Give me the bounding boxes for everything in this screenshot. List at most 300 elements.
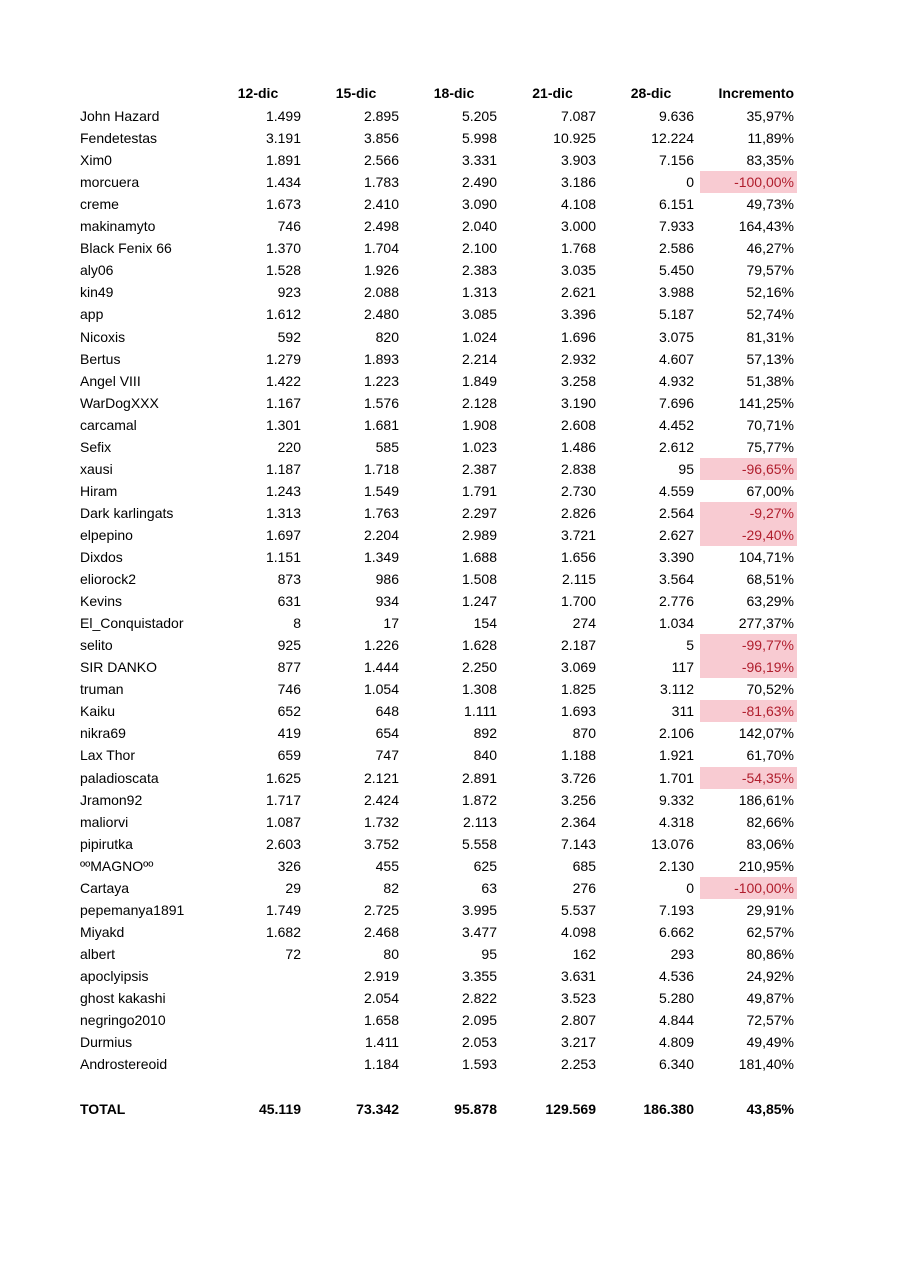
value-12-dic: 1.434 bbox=[265, 174, 301, 191]
value-21-dic: 3.190 bbox=[560, 394, 596, 411]
value-12-dic: 746 bbox=[277, 681, 301, 698]
value-21-dic: 3.186 bbox=[560, 174, 596, 191]
value-21-dic: 685 bbox=[572, 857, 596, 874]
player-name: apoclyipsis bbox=[80, 967, 149, 984]
player-name: albert bbox=[80, 945, 116, 962]
table-row bbox=[0, 414, 906, 436]
table-row bbox=[0, 678, 906, 700]
player-name: truman bbox=[80, 681, 124, 698]
value-15-dic: 986 bbox=[375, 571, 399, 588]
value-18-dic: 1.593 bbox=[461, 1056, 497, 1073]
table-row bbox=[0, 943, 906, 965]
increment-value: -100,00% bbox=[700, 171, 797, 193]
value-12-dic: 1.167 bbox=[265, 394, 301, 411]
value-18-dic: 1.247 bbox=[461, 593, 497, 610]
value-28-dic: 0 bbox=[686, 174, 694, 191]
value-28-dic: 117 bbox=[671, 659, 694, 676]
increment-value: 277,37% bbox=[738, 615, 794, 632]
player-name: makinamyto bbox=[80, 218, 156, 235]
column-header-21-dic: 21-dic bbox=[532, 85, 573, 101]
value-15-dic: 1.444 bbox=[363, 659, 399, 676]
value-21-dic: 2.932 bbox=[560, 350, 596, 367]
value-12-dic: 631 bbox=[277, 593, 301, 610]
table-row bbox=[0, 281, 906, 303]
increment-value: 70,71% bbox=[746, 416, 794, 433]
table-row bbox=[0, 722, 906, 744]
value-18-dic: 2.989 bbox=[461, 526, 497, 543]
table-row bbox=[0, 370, 906, 392]
value-15-dic: 1.893 bbox=[363, 350, 399, 367]
value-21-dic: 1.656 bbox=[560, 549, 596, 565]
value-28-dic: 1.701 bbox=[658, 769, 694, 786]
column-header-18-dic: 18-dic bbox=[433, 85, 475, 101]
value-21-dic: 3.256 bbox=[560, 791, 596, 808]
value-21-dic: 1.696 bbox=[560, 328, 596, 345]
value-18-dic: 2.387 bbox=[461, 460, 497, 477]
value-28-dic: 13.076 bbox=[651, 835, 694, 852]
table-row bbox=[0, 568, 906, 590]
value-21-dic: 276 bbox=[572, 879, 596, 896]
value-18-dic: 1.508 bbox=[461, 571, 497, 588]
value-15-dic: 654 bbox=[375, 725, 399, 742]
value-15-dic: 1.704 bbox=[363, 240, 399, 257]
player-name: Miyakd bbox=[80, 923, 125, 940]
value-18-dic: 1.111 bbox=[464, 703, 497, 720]
increment-value: 142,07% bbox=[738, 725, 794, 742]
table-row bbox=[0, 171, 906, 193]
value-15-dic: 17 bbox=[383, 615, 399, 632]
value-12-dic: 220 bbox=[277, 438, 301, 455]
table-row bbox=[0, 833, 906, 855]
value-18-dic: 3.090 bbox=[461, 196, 497, 213]
value-15-dic: 1.763 bbox=[363, 504, 399, 521]
value-15-dic: 2.121 bbox=[363, 769, 399, 786]
value-21-dic: 2.187 bbox=[560, 637, 596, 654]
value-15-dic: 1.681 bbox=[363, 416, 399, 433]
table-row bbox=[0, 524, 906, 546]
value-18-dic: 95 bbox=[481, 945, 497, 962]
value-21-dic: 1.486 bbox=[560, 438, 596, 455]
player-name: Bertus bbox=[80, 350, 121, 367]
value-18-dic: 1.872 bbox=[461, 791, 497, 808]
table-row bbox=[0, 303, 906, 325]
value-12-dic: 29 bbox=[285, 879, 301, 896]
value-28-dic: 12.224 bbox=[651, 130, 694, 147]
value-15-dic: 2.468 bbox=[363, 923, 399, 940]
player-name: pepemanya1891 bbox=[80, 901, 185, 918]
player-name: Kaiku bbox=[80, 703, 116, 720]
value-21-dic: 3.258 bbox=[560, 372, 596, 389]
value-12-dic: 1.370 bbox=[265, 240, 301, 257]
increment-value: 67,00% bbox=[746, 482, 794, 499]
value-28-dic: 4.932 bbox=[658, 372, 694, 389]
value-21-dic: 2.608 bbox=[560, 416, 596, 433]
value-15-dic: 3.856 bbox=[363, 130, 399, 147]
value-18-dic: 1.628 bbox=[461, 637, 497, 654]
value-28-dic: 2.776 bbox=[658, 593, 694, 610]
table-row bbox=[0, 436, 906, 458]
increment-value: 72,57% bbox=[746, 1012, 794, 1029]
player-name: El_Conquistador bbox=[80, 615, 184, 632]
value-21-dic: 3.035 bbox=[560, 262, 596, 279]
value-18-dic: 1.791 bbox=[461, 482, 497, 499]
value-12-dic: 1.697 bbox=[265, 526, 301, 543]
increment-value: 210,95% bbox=[738, 857, 794, 874]
value-12-dic: 72 bbox=[285, 945, 301, 962]
table-row bbox=[0, 855, 906, 877]
value-28-dic: 9.332 bbox=[658, 791, 694, 808]
increment-value: 52,74% bbox=[746, 306, 794, 323]
value-21-dic: 2.364 bbox=[560, 813, 596, 830]
increment-value: -99,77% bbox=[700, 634, 797, 656]
increment-value: 80,86% bbox=[746, 945, 794, 962]
value-15-dic: 1.411 bbox=[365, 1034, 399, 1051]
value-18-dic: 2.297 bbox=[461, 504, 497, 521]
player-name: Black Fenix 66 bbox=[80, 240, 172, 257]
table-row bbox=[0, 458, 906, 480]
value-28-dic: 1.034 bbox=[658, 615, 694, 632]
value-21-dic: 4.098 bbox=[560, 923, 596, 940]
value-28-dic: 6.151 bbox=[658, 196, 694, 213]
increment-value: -96,19% bbox=[700, 656, 797, 678]
value-15-dic: 2.498 bbox=[363, 218, 399, 235]
player-name: carcamal bbox=[80, 416, 137, 433]
increment-value: 61,70% bbox=[746, 747, 794, 764]
increment-value: 49,87% bbox=[746, 990, 794, 1006]
increment-value: 52,16% bbox=[746, 284, 794, 301]
table-row bbox=[0, 987, 906, 1009]
value-12-dic: 877 bbox=[277, 659, 301, 676]
increment-value: 51,38% bbox=[746, 372, 794, 389]
table-row bbox=[0, 590, 906, 612]
value-12-dic: 1.625 bbox=[265, 769, 301, 786]
table-row bbox=[0, 744, 906, 766]
value-18-dic: 2.214 bbox=[461, 350, 497, 367]
value-12-dic bbox=[215, 1009, 301, 1031]
value-12-dic: 923 bbox=[277, 284, 301, 301]
value-28-dic: 3.988 bbox=[658, 284, 694, 301]
value-28-dic: 2.130 bbox=[658, 857, 694, 874]
table-row bbox=[0, 877, 906, 899]
value-12-dic: 652 bbox=[277, 703, 301, 720]
increment-value: 83,35% bbox=[746, 152, 794, 169]
player-name: Kevins bbox=[80, 593, 123, 610]
player-name: Cartaya bbox=[80, 879, 130, 896]
increment-value: -29,40% bbox=[700, 524, 797, 546]
value-21-dic: 2.730 bbox=[560, 482, 596, 499]
value-28-dic: 5.280 bbox=[658, 990, 694, 1006]
value-28-dic: 3.075 bbox=[658, 328, 694, 345]
value-12-dic: 1.243 bbox=[265, 482, 301, 499]
table-row bbox=[0, 1053, 906, 1075]
value-21-dic: 5.537 bbox=[560, 901, 596, 918]
value-28-dic: 293 bbox=[670, 945, 694, 962]
player-name: app bbox=[80, 306, 104, 323]
value-28-dic: 7.933 bbox=[658, 218, 694, 235]
player-name: morcuera bbox=[80, 174, 140, 191]
table-row bbox=[0, 127, 906, 149]
value-15-dic: 2.410 bbox=[363, 196, 399, 213]
value-18-dic: 3.995 bbox=[461, 901, 497, 918]
value-12-dic: 659 bbox=[277, 747, 301, 764]
value-21-dic: 870 bbox=[572, 725, 596, 742]
value-12-dic: 1.612 bbox=[265, 306, 301, 323]
value-12-dic: 419 bbox=[277, 725, 301, 742]
player-name: ººMAGNOºº bbox=[80, 857, 154, 874]
value-21-dic: 3.631 bbox=[560, 967, 596, 984]
value-12-dic bbox=[215, 1031, 301, 1053]
player-name: aly06 bbox=[80, 262, 114, 279]
value-18-dic: 1.849 bbox=[461, 372, 497, 389]
increment-value: 164,43% bbox=[738, 218, 794, 235]
player-name: Androstereoid bbox=[80, 1056, 168, 1073]
increment-value: 181,40% bbox=[738, 1056, 794, 1073]
table-row bbox=[0, 502, 906, 524]
value-18-dic: 2.822 bbox=[461, 990, 497, 1006]
value-12-dic: 1.682 bbox=[265, 923, 301, 940]
value-21-dic: 2.253 bbox=[560, 1056, 596, 1073]
player-name: nikra69 bbox=[80, 725, 126, 742]
value-12-dic: 592 bbox=[277, 328, 301, 345]
table-row bbox=[0, 965, 906, 987]
value-18-dic: 2.100 bbox=[461, 240, 497, 257]
value-21-dic: 1.693 bbox=[560, 703, 596, 720]
value-21-dic: 162 bbox=[572, 945, 596, 962]
value-12-dic: 1.313 bbox=[265, 504, 301, 521]
value-15-dic: 2.054 bbox=[363, 990, 399, 1006]
value-28-dic: 3.390 bbox=[658, 549, 694, 565]
value-15-dic: 1.658 bbox=[363, 1012, 399, 1029]
value-15-dic: 1.926 bbox=[363, 262, 399, 279]
value-21-dic: 4.108 bbox=[560, 196, 596, 213]
table-row bbox=[0, 634, 906, 656]
table-row bbox=[0, 899, 906, 921]
increment-value: 35,97% bbox=[746, 108, 794, 124]
player-name: Jramon92 bbox=[80, 791, 143, 808]
player-name: Lax Thor bbox=[80, 747, 135, 764]
increment-value: 46,27% bbox=[746, 240, 794, 257]
value-21-dic: 3.000 bbox=[560, 218, 596, 235]
player-name: creme bbox=[80, 196, 119, 213]
value-18-dic: 2.891 bbox=[461, 769, 497, 786]
value-21-dic: 3.217 bbox=[560, 1034, 596, 1051]
player-name: selito bbox=[80, 637, 113, 654]
player-name: Angel VIII bbox=[80, 372, 141, 389]
value-15-dic: 1.576 bbox=[363, 394, 399, 411]
value-28-dic: 6.340 bbox=[658, 1056, 694, 1073]
player-name: WarDogXXX bbox=[80, 394, 159, 411]
value-15-dic: 1.054 bbox=[363, 681, 399, 698]
value-28-dic: 2.627 bbox=[658, 526, 694, 543]
increment-value: 63,29% bbox=[746, 593, 794, 610]
value-28-dic: 7.156 bbox=[658, 152, 694, 169]
increment-value: 79,57% bbox=[746, 262, 794, 279]
value-15-dic: 934 bbox=[375, 593, 399, 610]
value-12-dic: 1.151 bbox=[265, 549, 301, 565]
increment-value: 141,25% bbox=[738, 394, 794, 411]
table-row bbox=[0, 237, 906, 259]
value-15-dic: 585 bbox=[375, 438, 399, 455]
value-18-dic: 5.998 bbox=[461, 130, 497, 147]
value-12-dic: 1.528 bbox=[265, 262, 301, 279]
table-row bbox=[0, 700, 906, 722]
value-18-dic: 5.558 bbox=[461, 835, 497, 852]
value-18-dic: 154 bbox=[473, 615, 497, 632]
table-row bbox=[0, 259, 906, 281]
table-row bbox=[0, 392, 906, 414]
increment-value: 83,06% bbox=[746, 835, 794, 852]
table-row bbox=[0, 480, 906, 502]
value-18-dic: 1.023 bbox=[461, 438, 497, 455]
value-28-dic: 2.586 bbox=[658, 240, 694, 257]
value-15-dic: 2.204 bbox=[363, 526, 399, 543]
total-12-dic: 45.119 bbox=[258, 1101, 301, 1117]
value-18-dic: 625 bbox=[473, 857, 497, 874]
table-row bbox=[0, 215, 906, 237]
table-row bbox=[0, 789, 906, 811]
value-18-dic: 3.085 bbox=[461, 306, 497, 323]
total-28-dic: 186.380 bbox=[643, 1101, 694, 1117]
value-12-dic bbox=[215, 1053, 301, 1075]
value-12-dic: 1.717 bbox=[265, 791, 301, 808]
player-name: kin49 bbox=[80, 284, 114, 301]
value-15-dic: 2.088 bbox=[363, 284, 399, 301]
value-21-dic: 3.396 bbox=[560, 306, 596, 323]
value-28-dic: 2.612 bbox=[658, 438, 694, 455]
value-15-dic: 82 bbox=[383, 879, 399, 896]
table-row bbox=[0, 612, 906, 634]
value-15-dic: 2.895 bbox=[363, 108, 399, 124]
player-name: maliorvi bbox=[80, 813, 129, 830]
total-15-dic: 73.342 bbox=[356, 1101, 399, 1117]
value-28-dic: 5.450 bbox=[658, 262, 694, 279]
value-15-dic: 1.349 bbox=[363, 549, 399, 565]
value-18-dic: 2.053 bbox=[461, 1034, 497, 1051]
value-15-dic: 80 bbox=[383, 945, 399, 962]
value-12-dic: 8 bbox=[293, 615, 301, 632]
table-row bbox=[0, 546, 906, 568]
increment-value: -54,35% bbox=[700, 767, 797, 789]
value-28-dic: 4.559 bbox=[658, 482, 694, 499]
player-name: Dark karlingats bbox=[80, 504, 174, 521]
increment-value: 24,92% bbox=[746, 967, 794, 984]
value-12-dic: 1.187 bbox=[265, 460, 301, 477]
value-28-dic: 4.607 bbox=[658, 350, 694, 367]
column-header-28-dic: 28-dic bbox=[630, 85, 672, 101]
table-row bbox=[0, 193, 906, 215]
value-21-dic: 3.069 bbox=[560, 659, 596, 676]
value-21-dic: 3.721 bbox=[560, 526, 596, 543]
total-increment: 43,85% bbox=[746, 1101, 794, 1117]
value-15-dic: 648 bbox=[375, 703, 399, 720]
value-18-dic: 63 bbox=[481, 879, 497, 896]
table-row bbox=[0, 1009, 906, 1031]
value-21-dic: 2.838 bbox=[560, 460, 596, 477]
value-18-dic: 2.490 bbox=[461, 174, 497, 191]
value-28-dic: 4.809 bbox=[658, 1034, 694, 1051]
player-name: negringo2010 bbox=[80, 1012, 166, 1029]
value-21-dic: 2.621 bbox=[560, 284, 596, 301]
table-row bbox=[0, 811, 906, 833]
value-21-dic: 3.523 bbox=[560, 990, 596, 1006]
player-name: Sefix bbox=[80, 438, 112, 455]
value-28-dic: 7.193 bbox=[658, 901, 694, 918]
increment-value: 49,73% bbox=[746, 196, 794, 213]
player-name: Nicoxis bbox=[80, 328, 126, 345]
player-name: Hiram bbox=[80, 482, 118, 499]
player-name: xausi bbox=[80, 460, 113, 477]
value-12-dic bbox=[215, 987, 301, 1009]
value-18-dic: 1.308 bbox=[461, 681, 497, 698]
value-15-dic: 455 bbox=[375, 857, 399, 874]
player-name: SIR DANKO bbox=[80, 659, 158, 676]
value-18-dic: 2.113 bbox=[463, 813, 497, 830]
value-18-dic: 1.313 bbox=[461, 284, 497, 301]
value-18-dic: 2.095 bbox=[461, 1012, 497, 1029]
player-name: paladioscata bbox=[80, 769, 159, 786]
value-12-dic: 1.673 bbox=[265, 196, 301, 213]
increment-value: -100,00% bbox=[700, 877, 797, 899]
value-28-dic: 7.696 bbox=[658, 394, 694, 411]
increment-value: 68,51% bbox=[746, 571, 794, 588]
table-row bbox=[0, 921, 906, 943]
increment-value: 62,57% bbox=[746, 923, 794, 940]
value-28-dic: 4.452 bbox=[658, 416, 694, 433]
increment-value: 104,71% bbox=[738, 549, 794, 565]
value-12-dic: 873 bbox=[277, 571, 301, 588]
value-15-dic: 2.566 bbox=[363, 152, 399, 169]
value-28-dic: 9.636 bbox=[658, 108, 694, 124]
increment-value: 70,52% bbox=[746, 681, 794, 698]
value-28-dic: 4.536 bbox=[658, 967, 694, 984]
value-18-dic: 2.383 bbox=[461, 262, 497, 279]
value-12-dic: 1.301 bbox=[265, 416, 301, 433]
value-12-dic: 746 bbox=[277, 218, 301, 235]
column-header-increment: Incremento bbox=[718, 85, 794, 101]
value-28-dic: 4.318 bbox=[658, 813, 694, 830]
player-name: Xim0 bbox=[80, 152, 112, 169]
increment-value: 57,13% bbox=[746, 350, 794, 367]
value-21-dic: 1.768 bbox=[560, 240, 596, 257]
player-name: John Hazard bbox=[80, 108, 160, 124]
value-28-dic: 5 bbox=[686, 637, 694, 654]
value-28-dic: 95 bbox=[678, 460, 694, 477]
value-12-dic: 1.422 bbox=[265, 372, 301, 389]
value-18-dic: 1.908 bbox=[461, 416, 497, 433]
value-28-dic: 6.662 bbox=[658, 923, 694, 940]
value-28-dic: 3.564 bbox=[658, 571, 694, 588]
value-15-dic: 1.226 bbox=[363, 637, 399, 654]
player-name: ghost kakashi bbox=[80, 990, 166, 1006]
table-row bbox=[0, 326, 906, 348]
value-21-dic: 2.807 bbox=[560, 1012, 596, 1029]
value-12-dic: 1.087 bbox=[265, 813, 301, 830]
increment-value: -9,27% bbox=[700, 502, 797, 524]
table-row bbox=[0, 1031, 906, 1053]
increment-value: 75,77% bbox=[746, 438, 794, 455]
value-12-dic: 3.191 bbox=[265, 130, 301, 147]
table-row bbox=[0, 105, 906, 127]
value-12-dic: 1.891 bbox=[265, 152, 301, 169]
value-18-dic: 840 bbox=[473, 747, 497, 764]
value-18-dic: 1.688 bbox=[461, 549, 497, 565]
value-18-dic: 3.355 bbox=[461, 967, 497, 984]
value-12-dic bbox=[215, 965, 301, 987]
value-15-dic: 1.549 bbox=[363, 482, 399, 499]
value-12-dic: 1.499 bbox=[265, 108, 301, 124]
value-15-dic: 2.424 bbox=[363, 791, 399, 808]
value-12-dic: 1.749 bbox=[265, 901, 301, 918]
